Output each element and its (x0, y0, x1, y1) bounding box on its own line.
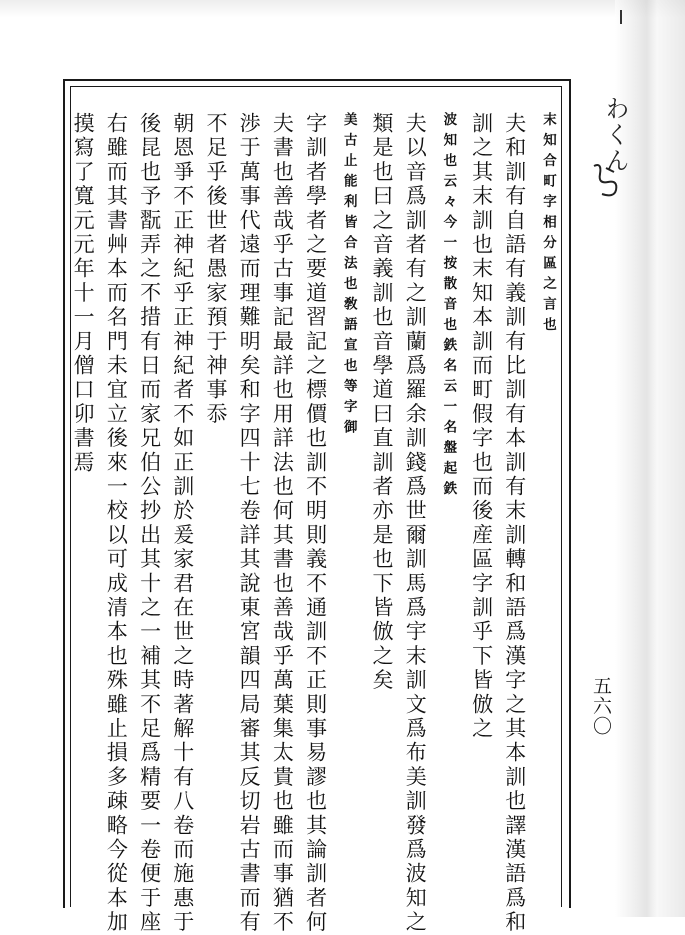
corner-mark (620, 10, 622, 24)
text-column: 末知合町字相分區之言也 (540, 112, 556, 338)
text-column: 字訓者學者之要道習記之標價也訓不明則義不通訓不正則事易謬也其論訓者何 (303, 112, 328, 935)
text-column: 波知也云々今一按散音也鉄名云一名盤起鉄 (440, 112, 457, 502)
text-column: 夫書也善哉乎古事記最詳也用詳法也何其書也善哉乎萬葉集太貴也雖而事猶不 (270, 112, 295, 935)
text-column: 類是也曰之音義訓也音學道曰直訓者亦是也下皆倣之矣 (369, 112, 394, 693)
text-column: 渉于萬事代遠而理難明矣和字四十七卷詳其說東宮韻四局審其反切岩古書而有 (237, 112, 262, 935)
page-number: 五六〇 (590, 676, 612, 736)
vertical-text-body (71, 112, 564, 935)
text-column: 右雖而其書艸本而名門未宜立後來一校以可成清本也殊雖止損多疎略今從本加 (104, 112, 129, 935)
text-column: 朝恩爭不正神紀乎正神紀者不如正訓於爰家君在世之時著解十有八卷而施惠于 (170, 112, 195, 935)
page-top-shadow (0, 0, 685, 18)
text-column: 夫和訓有自語有義訓有比訓有本訓有末訓轉和語爲漢字之其本訓也譯漢語爲和 (502, 112, 527, 935)
text-column: 訓之其末訓也末知本訓而町假字也而後産區字訓乎下皆倣之 (469, 112, 494, 742)
text-column: 後昆也予翫弄之不措有日而家兄伯公抄出其十之一補其不足爲精要一卷便于座 (137, 112, 162, 935)
text-column: 不足乎後世者愚家預于神事忝 (203, 112, 228, 427)
handwritten-scribble-icon (588, 160, 624, 200)
text-column: 美古止能利皆合法也敎語宣也等字御 (340, 112, 357, 440)
handwritten-margin-note: わくん (601, 96, 629, 174)
text-column: 夫以音爲訓者有之訓蘭爲羅余訓錢爲世爾訓馬爲宇末訓文爲布美訓發爲波知之 (403, 112, 428, 935)
text-column: 摸寫了寬元元年十一月僧口卯書焉 (71, 112, 96, 475)
